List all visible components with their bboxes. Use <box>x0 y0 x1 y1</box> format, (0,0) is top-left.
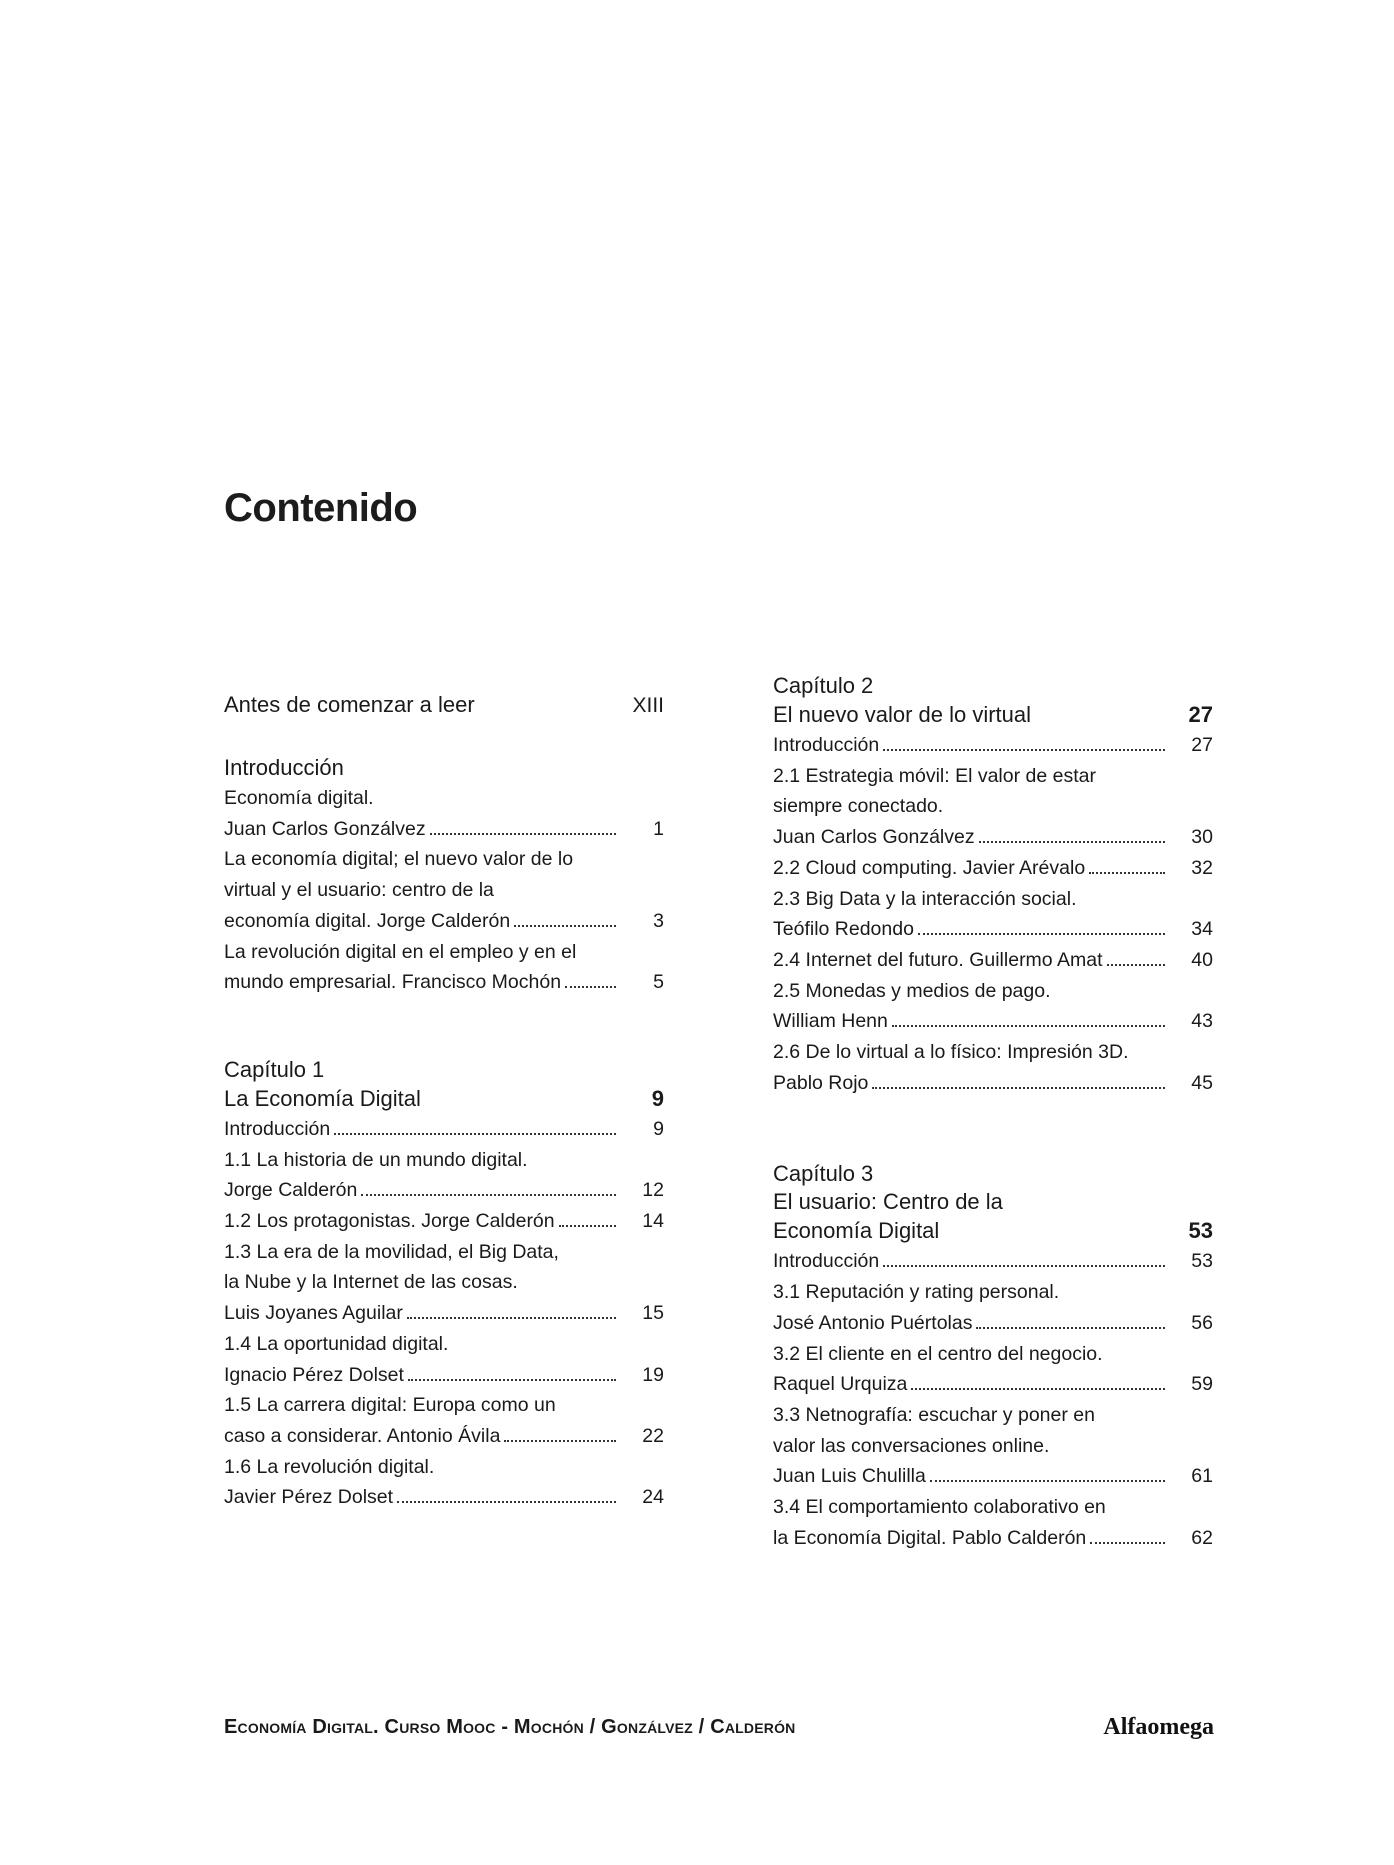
toc-entry[interactable] <box>224 1145 664 1206</box>
toc-entry-line: 1.3 La era de la movilidad, el Big Data, <box>224 1240 559 1263</box>
toc-entry[interactable] <box>773 1037 1213 1098</box>
toc-entry[interactable] <box>773 1277 1213 1338</box>
chapter-1-page: 9 <box>651 1085 664 1111</box>
toc-entry-text: Introducción <box>773 1250 880 1273</box>
toc-entry[interactable] <box>224 1452 664 1513</box>
toc-entry-line: La revolución digital en el empleo y en el <box>224 940 577 963</box>
chapter-1-entries <box>224 1114 664 1513</box>
footer-book-title: Economía Digital. Curso Mooc - Mochón / Gonzálvez / Calderón <box>224 1716 796 1738</box>
toc-entry-page: 62 <box>1191 1526 1213 1549</box>
toc-entry[interactable] <box>224 1390 664 1451</box>
toc-entry-text: Javier Pérez Dolset <box>224 1486 394 1509</box>
dot-leader <box>976 1327 1165 1329</box>
chapter-3-title-line: El usuario: Centro de la <box>773 1189 1003 1215</box>
toc-entry[interactable] <box>773 761 1213 853</box>
dot-leader <box>1090 1542 1165 1544</box>
chapter-2-title: El nuevo valor de lo virtual <box>773 702 1032 727</box>
dot-leader <box>918 933 1165 935</box>
chapter-3-label: Capítulo 3 <box>773 1161 874 1187</box>
toc-entry-text: mundo empresarial. Francisco Mochón <box>224 971 562 994</box>
chapter-3-entries <box>773 1246 1213 1553</box>
dot-leader <box>334 1133 616 1135</box>
dot-leader <box>892 1025 1165 1027</box>
toc-left-column <box>224 690 664 1513</box>
toc-entry-text: Juan Carlos Gonzálvez <box>224 817 426 840</box>
toc-entry-text: economía digital. Jorge Calderón <box>224 909 511 932</box>
toc-entry-page: 22 <box>642 1424 664 1447</box>
dot-leader <box>430 833 616 835</box>
toc-entry[interactable] <box>224 1329 664 1390</box>
toc-entry-text: Introducción <box>224 1117 331 1140</box>
dot-leader <box>559 1225 616 1227</box>
toc-entry-page: 15 <box>642 1302 664 1325</box>
toc-entry-text: Teófilo Redondo <box>773 918 914 941</box>
toc-entry-text: 2.4 Internet del futuro. Guillermo Amat <box>773 948 1103 971</box>
toc-entry[interactable] <box>773 945 1213 976</box>
toc-entry[interactable] <box>224 783 664 844</box>
intro-heading: Introducción <box>224 755 344 780</box>
dot-leader <box>408 1379 616 1381</box>
toc-entry-text: José Antonio Puértolas <box>773 1311 973 1334</box>
toc-entry-page: 14 <box>642 1210 664 1233</box>
toc-entry-page: 9 <box>653 1117 664 1140</box>
chapter-3-heading[interactable] <box>773 1216 1213 1246</box>
toc-entry-line: 2.3 Big Data y la interacción social. <box>773 887 1077 910</box>
toc-entry-line: 1.4 La oportunidad digital. <box>224 1332 449 1355</box>
toc-entry[interactable] <box>224 844 664 936</box>
dot-leader <box>504 1440 616 1442</box>
dot-leader <box>565 986 616 988</box>
dot-leader <box>979 841 1165 843</box>
toc-entry-line: la Nube y la Internet de las cosas. <box>224 1271 518 1294</box>
toc-entry-page: 32 <box>1191 856 1213 879</box>
toc-right-column <box>773 672 1213 1553</box>
chapter-1-heading[interactable] <box>224 1084 664 1114</box>
dot-leader <box>883 749 1165 751</box>
chapter-3-title: Economía Digital <box>773 1218 940 1244</box>
toc-entry-text: Raquel Urquiza <box>773 1373 908 1396</box>
toc-entry-line: 2.6 De lo virtual a lo físico: Impresión 3D. <box>773 1041 1129 1064</box>
toc-entry-text: la Economía Digital. Pablo Calderón <box>773 1526 1087 1549</box>
dot-leader <box>1089 872 1165 874</box>
toc-entry-page: 45 <box>1191 1071 1213 1094</box>
dot-leader <box>883 1265 1165 1267</box>
dot-leader <box>361 1194 616 1196</box>
dot-leader <box>930 1480 1165 1482</box>
toc-entry[interactable] <box>773 853 1213 884</box>
toc-entry-text: Luis Joyanes Aguilar <box>224 1302 403 1325</box>
page-title: Contenido <box>224 486 418 530</box>
intro-entries <box>224 783 664 998</box>
toc-entry[interactable] <box>224 1237 664 1329</box>
toc-entry-line: valor las conversaciones online. <box>773 1434 1050 1457</box>
toc-entry-text: Juan Carlos Gonzálvez <box>773 826 975 849</box>
toc-entry-text: Jorge Calderón <box>224 1179 358 1202</box>
toc-entry-page: 53 <box>1191 1250 1213 1273</box>
publisher-logo: Alfaomega <box>1103 1714 1214 1740</box>
dot-leader <box>407 1317 616 1319</box>
dot-leader <box>872 1087 1165 1089</box>
front-matter-label: Antes de comenzar a leer <box>224 692 475 717</box>
toc-entry-text: William Henn <box>773 1010 888 1033</box>
toc-entry-line: virtual y el usuario: centro de la <box>224 879 494 902</box>
toc-front-matter[interactable] <box>224 690 664 721</box>
toc-entry-line: siempre conectado. <box>773 795 944 818</box>
toc-entry-text: 2.2 Cloud computing. Javier Arévalo <box>773 856 1086 879</box>
toc-entry-line: 2.1 Estrategia móvil: El valor de estar <box>773 764 1096 787</box>
toc-entry[interactable] <box>773 1246 1213 1277</box>
dot-leader <box>514 925 616 927</box>
chapter-2-label: Capítulo 2 <box>773 673 874 698</box>
toc-entry-text: Introducción <box>773 734 880 756</box>
toc-entry-text: Juan Luis Chulilla <box>773 1465 926 1488</box>
toc-entry[interactable] <box>773 1492 1213 1553</box>
toc-entry-page: 19 <box>642 1363 664 1386</box>
toc-entry-page: 40 <box>1191 948 1213 971</box>
toc-entry-line: Economía digital. <box>224 787 374 809</box>
toc-entry-line: 3.1 Reputación y rating personal. <box>773 1281 1060 1304</box>
toc-entry-page: 43 <box>1191 1010 1213 1033</box>
toc-entry-line: 1.5 La carrera digital: Europa como un <box>224 1394 556 1417</box>
toc-entry-line: 1.1 La historia de un mundo digital. <box>224 1148 528 1171</box>
toc-entry-page: 24 <box>642 1486 664 1509</box>
toc-entry-page: 34 <box>1191 918 1213 941</box>
toc-entry-text: Pablo Rojo <box>773 1071 869 1094</box>
toc-entry-text: caso a considerar. Antonio Ávila <box>224 1424 501 1447</box>
chapter-2-entries <box>773 730 1213 1098</box>
page-footer <box>224 1716 1214 1748</box>
chapter-1-label: Capítulo 1 <box>224 1056 325 1082</box>
toc-entry-line: 2.5 Monedas y medios de pago. <box>773 979 1051 1002</box>
toc-entry[interactable] <box>773 1339 1213 1400</box>
toc-entry-text: Ignacio Pérez Dolset <box>224 1363 404 1386</box>
toc-entry-text: 1.2 Los protagonistas. Jorge Calderón <box>224 1210 555 1233</box>
toc-entry-line: La economía digital; el nuevo valor de lo <box>224 848 574 871</box>
dot-leader <box>397 1501 616 1503</box>
toc-entry-line: 3.2 El cliente en el centro del negocio. <box>773 1342 1103 1365</box>
toc-entry-line: 1.6 La revolución digital. <box>224 1455 435 1478</box>
toc-entry-page: 61 <box>1191 1465 1213 1488</box>
toc-entry-page: 59 <box>1191 1373 1213 1396</box>
toc-entry-line: 3.3 Netnografía: escuchar y poner en <box>773 1403 1095 1426</box>
toc-entry[interactable] <box>773 976 1213 1037</box>
toc-entry[interactable] <box>224 937 664 998</box>
toc-entry[interactable] <box>773 1400 1213 1492</box>
toc-entry[interactable] <box>224 1206 664 1237</box>
toc-entry[interactable] <box>773 884 1213 945</box>
chapter-1-title: La Economía Digital <box>224 1085 421 1111</box>
toc-entry-page: 3 <box>653 909 664 932</box>
front-matter-page: XIII <box>632 694 664 717</box>
toc-entry[interactable] <box>224 1114 664 1145</box>
toc-entry-page: 27 <box>1191 734 1213 756</box>
chapter-2-heading[interactable] <box>773 700 1213 730</box>
toc-entry-page: 12 <box>642 1179 664 1202</box>
toc-entry[interactable] <box>773 730 1213 761</box>
toc-entry-page: 30 <box>1191 826 1213 849</box>
toc-entry-line: 3.4 El comportamiento colaborativo en <box>773 1496 1106 1519</box>
chapter-2-page: 27 <box>1188 702 1213 727</box>
toc-entry-page: 5 <box>653 971 664 994</box>
dot-leader <box>1107 964 1165 966</box>
chapter-3-page: 53 <box>1188 1218 1213 1244</box>
dot-leader <box>911 1388 1165 1390</box>
toc-entry-page: 56 <box>1191 1311 1213 1334</box>
toc-entry-page: 1 <box>653 817 664 840</box>
